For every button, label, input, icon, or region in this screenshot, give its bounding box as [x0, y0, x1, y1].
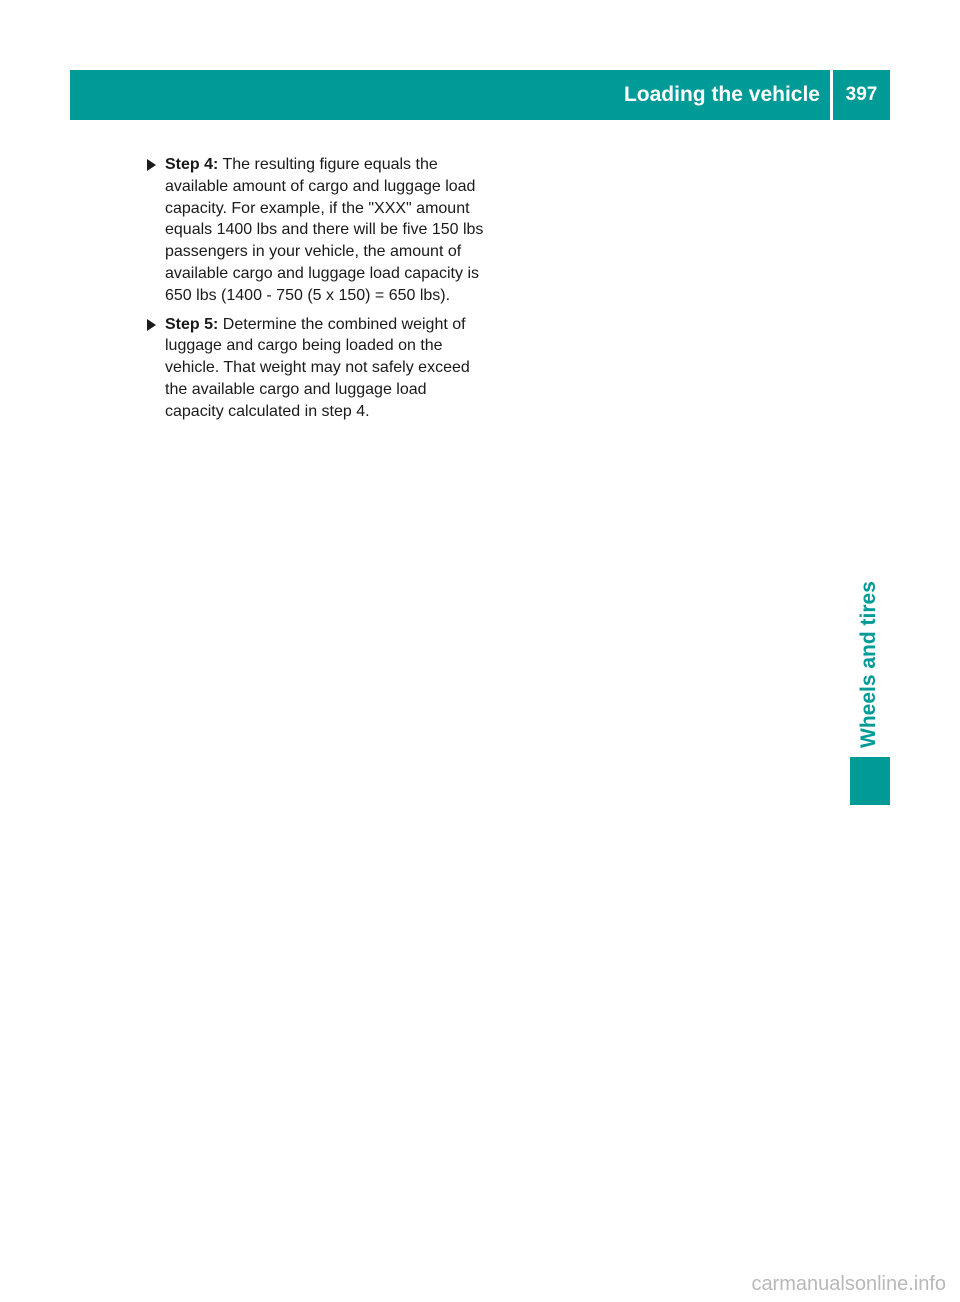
- chapter-tab-marker: [850, 757, 890, 805]
- instruction-list: [145, 154, 485, 430]
- step-label: Step 4:: [165, 156, 219, 173]
- section-title: Loading the vehicle: [623, 83, 820, 106]
- header-bar: [70, 70, 890, 120]
- chapter-tab: [848, 560, 890, 750]
- arrow-right-icon: [147, 319, 156, 331]
- arrow-right-icon: [147, 159, 156, 171]
- page-number: 397: [845, 84, 878, 105]
- watermark: carmanualsonline.info: [751, 1273, 946, 1295]
- instruction-step: [145, 154, 485, 307]
- step-text: Determine the combined weight of luggage and cargo being loaded on the vehicle. That weight may not safely exceed the available cargo and luggage load capacity calculated in step 4.: [165, 315, 470, 420]
- chapter-tab-label: Wheels and tires: [857, 581, 880, 748]
- step-label: Step 5:: [165, 315, 219, 333]
- instruction-step: [145, 314, 485, 423]
- step-text: The resulting figure equals the available amount of cargo and luggage load capacity. For example, if the "XXX" amount equals 1400 lbs and there will be five 150 lbs passengers in your vehicle, the amount of available cargo and luggage load capacity is 650 lbs (1400 - 750 (5 x 150) = 650 lbs).: [165, 156, 484, 304]
